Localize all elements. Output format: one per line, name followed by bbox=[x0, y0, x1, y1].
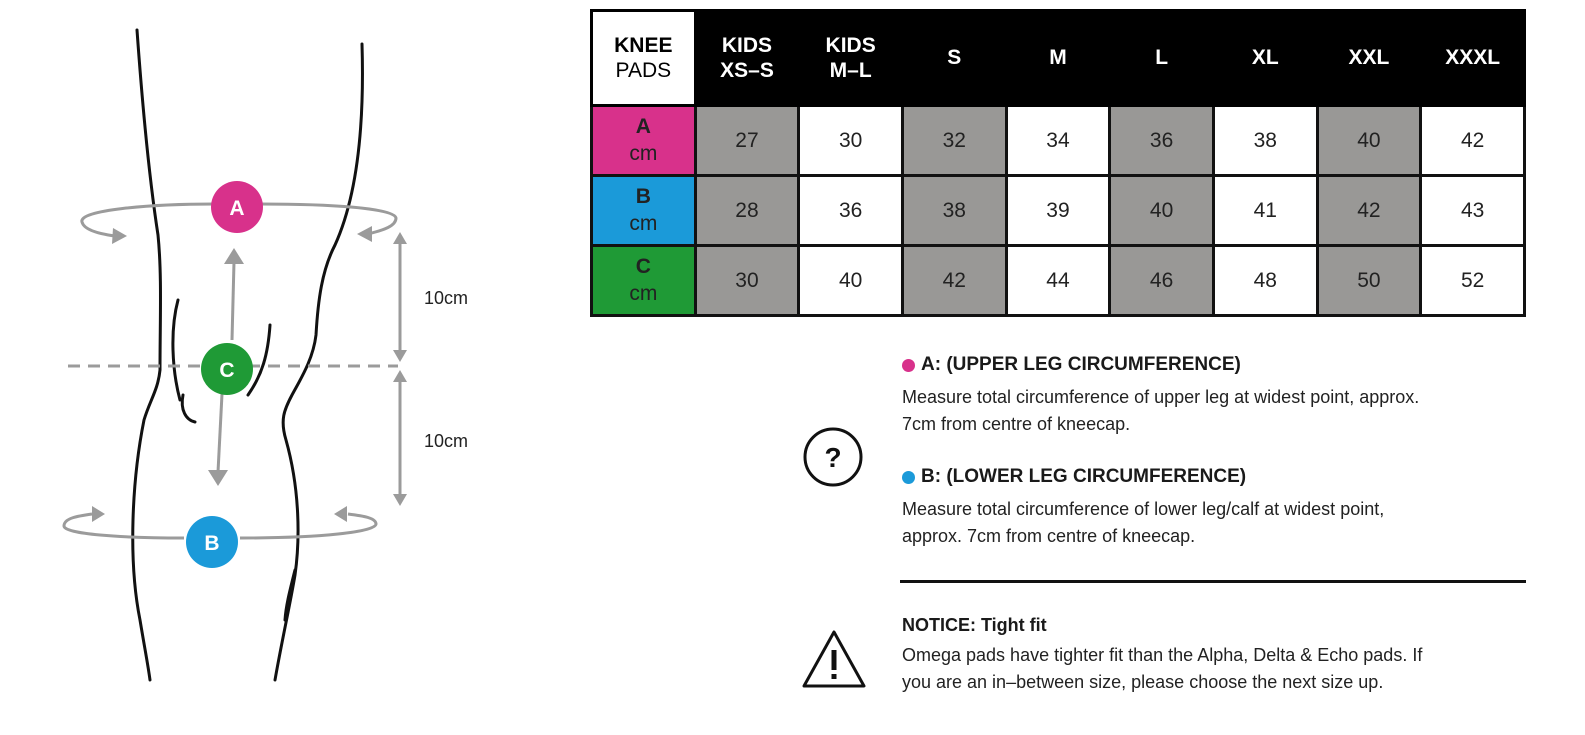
column-header: L bbox=[1110, 11, 1214, 106]
question-circle-icon bbox=[802, 426, 864, 488]
marker-a-label: A bbox=[229, 197, 245, 220]
measure-b-title: B: (LOWER LEG CIRCUMFERENCE) bbox=[921, 466, 1247, 487]
table-header-row bbox=[592, 11, 1525, 106]
row-header-a: A cm bbox=[592, 106, 696, 176]
svg-text:?: ? bbox=[824, 442, 842, 473]
table-cell: 42 bbox=[1421, 106, 1525, 176]
table-cell: 40 bbox=[1110, 176, 1214, 246]
measure-a-line2: 7cm from centre of kneecap. bbox=[902, 414, 1131, 434]
dimension-upper-label: 10cm bbox=[424, 288, 469, 308]
table-cell: 46 bbox=[1110, 246, 1214, 316]
marker-c bbox=[201, 343, 253, 395]
table-cell: 40 bbox=[1317, 106, 1421, 176]
table-cell: 40 bbox=[799, 246, 903, 316]
arrow-head-icon bbox=[112, 228, 127, 244]
measure-a-section bbox=[902, 354, 1552, 438]
arrow-head-icon bbox=[334, 506, 347, 522]
table-cell: 39 bbox=[1006, 176, 1110, 246]
table-cell: 32 bbox=[902, 106, 1006, 176]
table-cell: 28 bbox=[695, 176, 799, 246]
table-cell: 43 bbox=[1421, 176, 1525, 246]
table-cell: 36 bbox=[1110, 106, 1214, 176]
table-row bbox=[592, 106, 1525, 176]
table-cell: 34 bbox=[1006, 106, 1110, 176]
notice-title: NOTICE: Tight fit bbox=[902, 615, 1047, 635]
row-header-c: C cm bbox=[592, 246, 696, 316]
measure-b-line2: approx. 7cm from centre of kneecap. bbox=[902, 526, 1196, 546]
table-cell: 42 bbox=[902, 246, 1006, 316]
column-header: XXXL bbox=[1421, 11, 1525, 106]
table-cell: 38 bbox=[902, 176, 1006, 246]
notice-line1: Omega pads have tighter fit than the Alpha, Delta & Echo pads. If bbox=[902, 645, 1423, 665]
notice-line2: you are an in–between size, please choose the next size up. bbox=[902, 672, 1384, 692]
table-cell: 27 bbox=[695, 106, 799, 176]
knee-pads-size-table bbox=[590, 9, 1526, 317]
column-header: XL bbox=[1213, 11, 1317, 106]
arrow-head-icon bbox=[357, 226, 372, 242]
measure-a-title: A: (UPPER LEG CIRCUMFERENCE) bbox=[921, 354, 1241, 375]
measure-b-section bbox=[902, 466, 1552, 550]
table-row bbox=[592, 176, 1525, 246]
measure-a-line1: Measure total circumference of upper leg at widest point, approx. bbox=[902, 387, 1420, 407]
corner-line1: KNEE bbox=[614, 33, 673, 57]
row-header-b: B cm bbox=[592, 176, 696, 246]
table-row bbox=[592, 246, 1525, 316]
arrow-head-icon bbox=[92, 506, 105, 522]
notice-section bbox=[902, 615, 1552, 696]
column-header: XXL bbox=[1317, 11, 1421, 106]
knee-measurement-diagram bbox=[0, 0, 560, 735]
marker-b-label: B bbox=[204, 532, 220, 555]
warning-triangle-icon bbox=[800, 628, 868, 690]
dimension-lower-label: 10cm bbox=[424, 431, 469, 451]
table-cell: 48 bbox=[1213, 246, 1317, 316]
table-cell: 52 bbox=[1421, 246, 1525, 316]
column-header: S bbox=[902, 11, 1006, 106]
marker-b bbox=[186, 516, 238, 568]
table-cell: 50 bbox=[1317, 246, 1421, 316]
table-cell: 30 bbox=[799, 106, 903, 176]
section-divider bbox=[900, 580, 1526, 583]
table-cell: 36 bbox=[799, 176, 903, 246]
column-header: M bbox=[1006, 11, 1110, 106]
blue-dot-icon bbox=[902, 471, 915, 484]
pink-dot-icon bbox=[902, 359, 915, 372]
arrow-down-icon bbox=[208, 470, 228, 486]
column-header: KIDS XS–S bbox=[695, 11, 799, 106]
measure-b-line1: Measure total circumference of lower leg/calf at widest point, bbox=[902, 499, 1385, 519]
table-cell: 44 bbox=[1006, 246, 1110, 316]
corner-header bbox=[592, 11, 696, 106]
marker-c-label: C bbox=[219, 359, 235, 382]
arrow-up-icon bbox=[224, 248, 244, 264]
table-cell: 30 bbox=[695, 246, 799, 316]
table-cell: 42 bbox=[1317, 176, 1421, 246]
table-cell: 41 bbox=[1213, 176, 1317, 246]
column-header: KIDS M–L bbox=[799, 11, 903, 106]
corner-line2: PADS bbox=[615, 59, 672, 82]
table-cell: 38 bbox=[1213, 106, 1317, 176]
marker-a bbox=[211, 181, 263, 233]
